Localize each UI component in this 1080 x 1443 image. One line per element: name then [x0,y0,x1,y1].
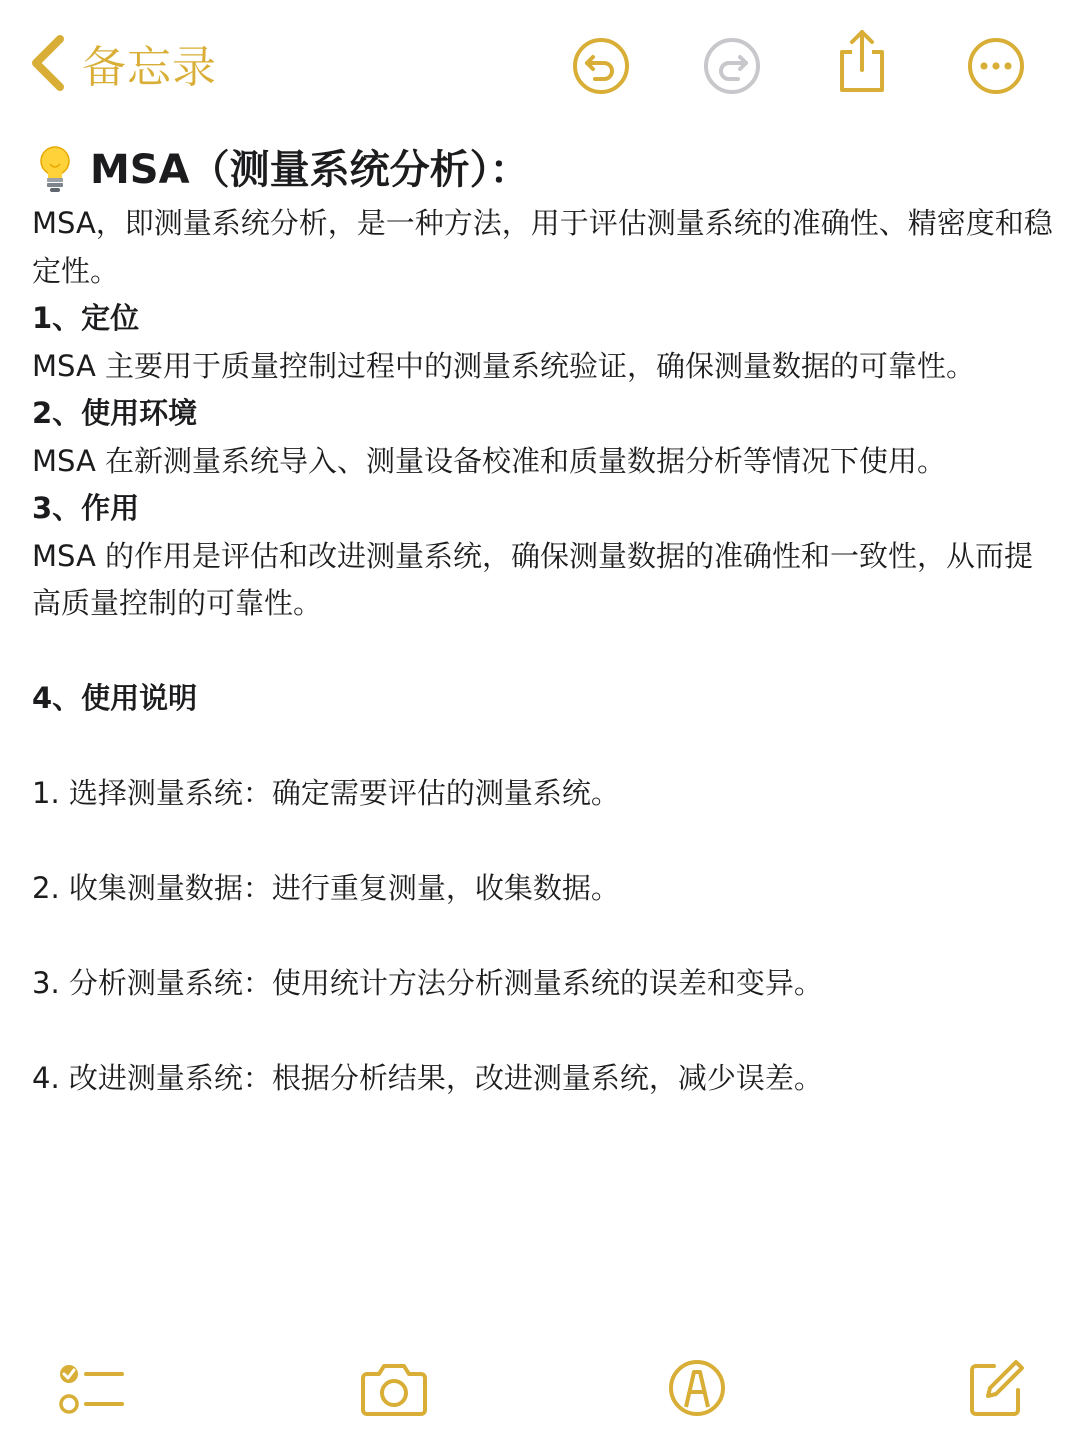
undo-button[interactable] [571,36,631,96]
undo-icon [571,36,631,96]
usage-step: 3. 分析测量系统：使用统计方法分析测量系统的误差和变异。 [32,966,823,1000]
camera-icon [359,1358,429,1418]
checklist-icon [56,1360,126,1420]
redo-button[interactable] [702,36,762,96]
compose-icon [966,1358,1026,1418]
more-icon [966,36,1026,96]
back-label: 备忘录 [82,42,217,93]
section-body-environment: MSA 在新测量系统导入、测量设备校准和质量数据分析等情况下使用。 [32,443,947,478]
note-title: MSA（测量系统分析）： [90,147,530,193]
camera-button[interactable] [359,1358,429,1418]
markup-button[interactable] [667,1358,727,1418]
chevron-left-icon [28,33,68,93]
usage-step: 2. 收集测量数据：进行重复测量，收集数据。 [32,871,620,905]
section-heading-function: 3、作用 [32,491,140,525]
share-icon [832,28,892,94]
section-body-function: MSA 的作用是评估和改进测量系统，确保测量数据的准确性和一致性，从而提高质量控制的可靠性。 [32,538,1034,620]
compose-button[interactable] [966,1358,1026,1418]
redo-icon [702,36,762,96]
checklist-button[interactable] [56,1360,126,1420]
usage-heading: 4、使用说明 [32,681,198,715]
top-toolbar [0,0,1080,130]
section-body-positioning: MSA 主要用于质量控制过程中的测量系统验证，确保测量数据的可靠性。 [32,348,976,383]
section-heading-positioning: 1、定位 [32,301,140,335]
bottom-toolbar [0,1350,1080,1443]
note-title-row [32,140,1062,200]
lightbulb-icon [32,144,78,196]
usage-step: 4. 改进测量系统：根据分析结果，改进测量系统，减少误差。 [32,1061,823,1095]
back-button[interactable] [28,30,217,96]
markup-pen-icon [667,1358,727,1418]
note-intro: MSA，即测量系统分析，是一种方法，用于评估测量系统的准确性、精密度和稳定性。 [32,206,1053,288]
section-heading-environment: 2、使用环境 [32,396,198,430]
more-button[interactable] [966,36,1026,96]
note-body[interactable] [32,140,1062,1103]
share-button[interactable] [832,28,892,94]
usage-step: 1. 选择测量系统：确定需要评估的测量系统。 [32,776,620,810]
